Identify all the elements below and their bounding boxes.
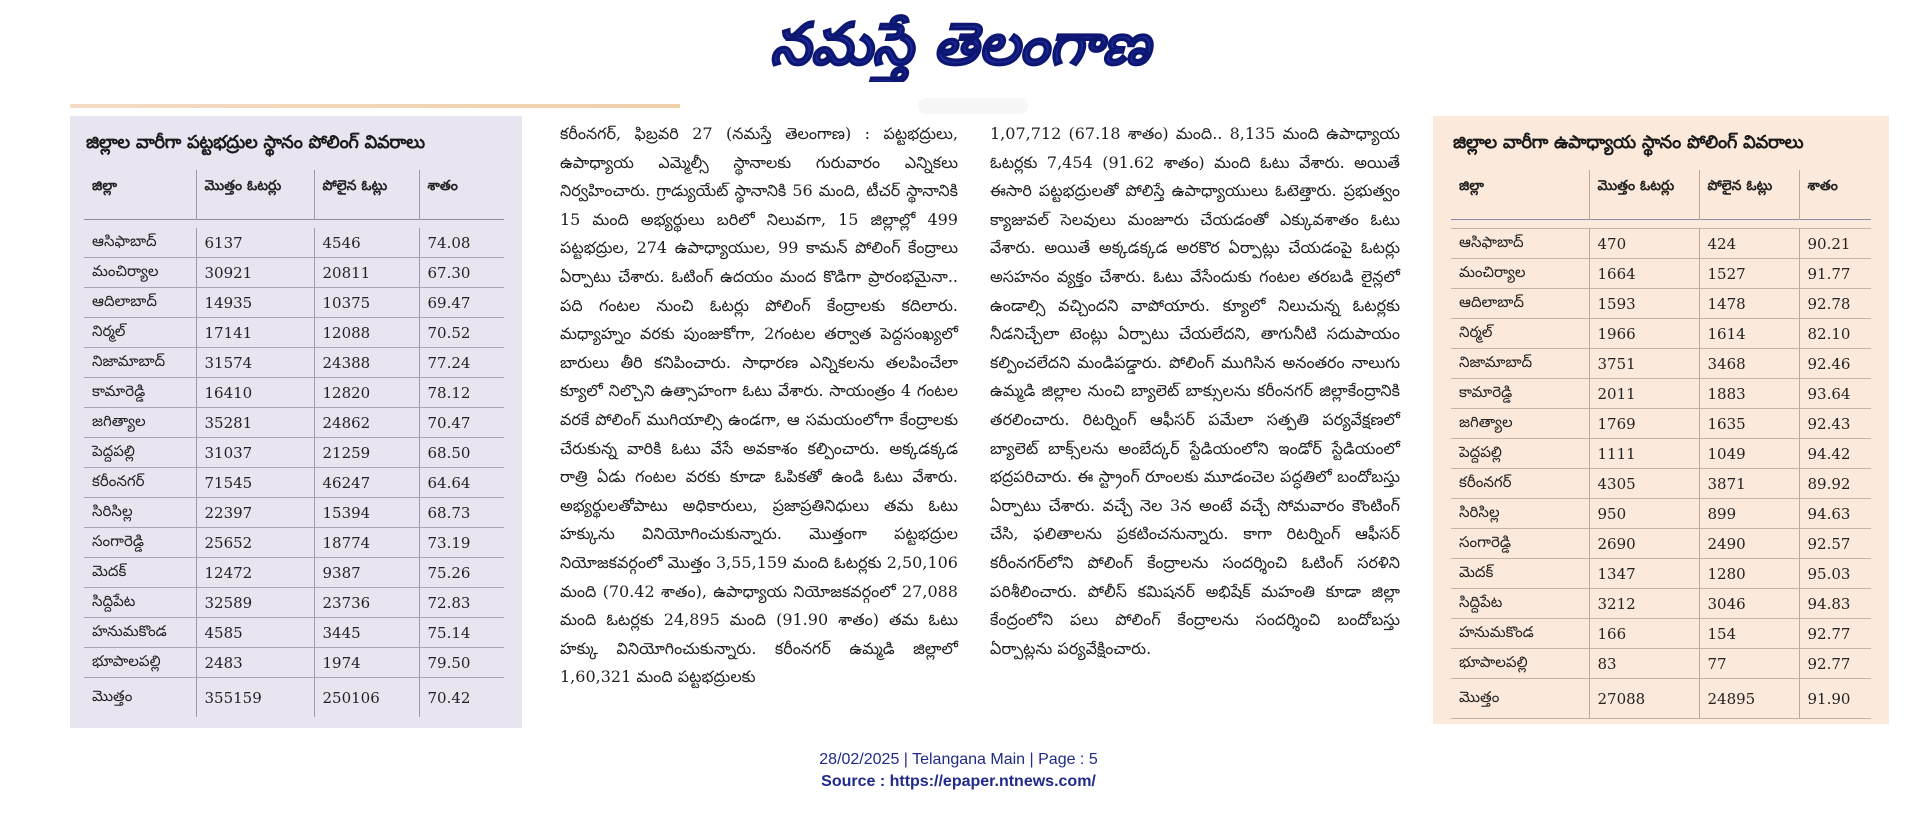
- cell-total-voters: 22397: [196, 498, 314, 528]
- cell-votes-polled: 424: [1699, 229, 1799, 259]
- teachers-polling-panel: [1433, 116, 1889, 724]
- cell-district: కరీంనగర్: [1451, 469, 1589, 499]
- cell-district: నిజామాబాద్: [1451, 349, 1589, 379]
- table-header-row: [84, 170, 504, 220]
- graduates-table-body: [84, 220, 504, 718]
- graduates-table-title: జిల్లాల వారీగా పట్టభద్రుల స్థానం పోలింగ్ వివరాలు: [86, 132, 425, 153]
- cell-votes-polled: 24388: [314, 348, 419, 378]
- col-header-percent: శాతం: [1807, 178, 1838, 194]
- col-header-percent: శాతం: [427, 178, 458, 194]
- table-row: [84, 528, 504, 558]
- cell-total-voters: 3212: [1589, 589, 1699, 619]
- cell-district: కామారెడ్డి: [1451, 379, 1589, 409]
- cell-total-voters: 1347: [1589, 559, 1699, 589]
- cell-votes-polled: 20811: [314, 258, 419, 288]
- cell-percent: 74.08: [419, 228, 504, 258]
- cell-total-voters: 35281: [196, 408, 314, 438]
- cell-total-voters: 17141: [196, 318, 314, 348]
- table-row: [1451, 319, 1871, 349]
- cell-percent: 72.83: [419, 588, 504, 618]
- cell-percent: 94.63: [1799, 499, 1871, 529]
- cell-votes-polled: 9387: [314, 558, 419, 588]
- cell-total-voters: 12472: [196, 558, 314, 588]
- table-row: [84, 288, 504, 318]
- cell-percent: 79.50: [419, 648, 504, 678]
- cell-votes-polled: 15394: [314, 498, 419, 528]
- table-row: [1451, 619, 1871, 649]
- cell-percent: 78.12: [419, 378, 504, 408]
- cell-votes-polled: 77: [1699, 649, 1799, 679]
- teachers-polling-table: [1451, 170, 1871, 719]
- table-row: [84, 258, 504, 288]
- total-cell-votes-polled: 250106: [314, 678, 419, 718]
- cell-district: పెద్దపల్లి: [84, 438, 196, 468]
- total-cell-district: మొత్తం: [1451, 679, 1589, 719]
- cell-percent: 89.92: [1799, 469, 1871, 499]
- cell-total-voters: 166: [1589, 619, 1699, 649]
- cell-percent: 67.30: [419, 258, 504, 288]
- cell-percent: 64.64: [419, 468, 504, 498]
- masthead: [0, 0, 1917, 90]
- col-header-votes-polled: పోలైన ఓట్లు: [314, 170, 419, 220]
- cell-district: జగిత్యాల: [1451, 409, 1589, 439]
- cell-total-voters: 4585: [196, 618, 314, 648]
- graduates-polling-panel: [70, 116, 522, 728]
- cell-district: ఆసిఫాబాద్: [84, 228, 196, 258]
- teachers-table-body: [1451, 220, 1871, 719]
- cell-total-voters: 3751: [1589, 349, 1699, 379]
- cell-district: కరీంనగర్: [84, 468, 196, 498]
- cell-district: మెదక్: [1451, 559, 1589, 589]
- cell-district: నిర్మల్: [1451, 319, 1589, 349]
- cell-percent: 70.52: [419, 318, 504, 348]
- cell-percent: 70.47: [419, 408, 504, 438]
- table-row: [84, 228, 504, 258]
- article-column-2: 1,07,712 (67.18 శాతం) మంది.. 8,135 మంది ఉపాధ్యాయ ఓటర్లకు 7,454 (91.62 శాతం) మంది ఓటు వేశారు. అయితే ఈసారి పట్టభద్రులతో పోలిస్తే ఉపాధ్యాయులు ఓటెత్తారు. ప్రభుత్వం క్యాజువల్ సెలవులు మంజూరు చేయడంతో ఎక్కువశాతం ఓటు వేశారు. అయితే అక్కడక్కడ అరకొర ఏర్పాట్లు చేయడంపై ఓటర్లు అసహనం వ్యక్తం చేశారు. ఓటు వేసేందుకు గంటల తరబడి లైన్లలో ఉండాల్సి వచ్చిందని వాపోయారు. క్యూలో నిలుచున్న ఓటర్లకు నీడనిచ్చేలా టెంట్లు ఏర్పాటు చేయలేదని, తాగునీటి సదుపాయం కల్పించలేదని మండిపడ్డారు. పోలింగ్ ముగిసిన అనంతరం నాలుగు ఉమ్మడి జిల్లాల నుంచి బ్యాలెట్ బాక్సులను కరీంనగర్ జిల్లాకేంద్రానికి తరలించారు. రిటర్నింగ్ ఆఫీసర్ పమేలా సత్పతి పర్యవేక్షణలో బ్యాలెట్ బాక్స్‌లను అంబేద్కర్ స్టేడియంలోని ఇండోర్ స్టేడియంలో భద్రపరిచారు. ఈ స్ట్రాంగ్ రూంలకు మూడంచెల పద్ధతిలో బందోబస్తు ఏర్పాటు చేశారు. వచ్చే నెల 3న అంటే వచ్చే సోమవారం కౌంటింగ్ చేసి, ఫలితాలను ప్రకటించనున్నారు. కాగా రిటర్నింగ్ ఆఫీసర్ కరీంనగర్‌లోని పోలింగ్ కేంద్రాలను సందర్శించి ఓటింగ్ సరళిని పరిశీలించారు. పోలీస్ కమిషనర్ అభిషేక్ మహంతి కూడా జిల్లా కేంద్రంలోని పలు పోలింగ్ కేంద్రాలను సందర్శించి బందోబస్తు ఏర్పాట్లను పర్యవేక్షించారు.: [990, 124, 1400, 658]
- table-row: [84, 348, 504, 378]
- cell-total-voters: 4305: [1589, 469, 1699, 499]
- cell-votes-polled: 4546: [314, 228, 419, 258]
- table-row: [1451, 259, 1871, 289]
- cell-votes-polled: 154: [1699, 619, 1799, 649]
- total-cell-total-voters: 355159: [196, 678, 314, 718]
- teachers-table-title: జిల్లాల వారీగా ఉపాధ్యాయ స్థానం పోలింగ్ వివరాలు: [1453, 132, 1804, 153]
- table-row: [1451, 229, 1871, 259]
- cell-district: కామారెడ్డి: [84, 378, 196, 408]
- cell-votes-polled: 1614: [1699, 319, 1799, 349]
- cell-total-voters: 1966: [1589, 319, 1699, 349]
- cell-total-voters: 1111: [1589, 439, 1699, 469]
- total-cell-percent: 91.90: [1799, 679, 1871, 719]
- article-column-1: కరీంనగర్, ఫిబ్రవరి 27 (నమస్తే తెలంగాణ) : పట్టభద్రులు, ఉపాధ్యాయ ఎమ్మెల్సీ స్థానాలకు గురువారం ఎన్నికలు నిర్వహించారు. గ్రాడ్యుయేట్ స్థానానికి 56 మంది, టీచర్ స్థానానికి 15 మంది అభ్యర్థులు బరిలో నిలువగా, 15 జిల్లాల్లో 499 పట్టభద్రుల, 274 ఉపాధ్యాయుల, 99 కామన్ పోలింగ్ కేంద్రాలు ఏర్పాటు చేశారు. ఓటింగ్ ఉదయం మంద కొడిగా ప్రారంభమైనా.. పది గంటల నుంచి ఓటర్లు పోలింగ్ కేంద్రాలకు కదిలారు. మధ్యాహ్నం వరకు పుంజుకోగా, 2గంటల తర్వాత పెద్దసంఖ్యలో బారులు తీరి కనిపించారు. సాధారణ ఎన్నికలను తలపించేలా క్యూలో నిల్చొని ఉత్సాహంగా ఓటు వేశారు. సాయంత్రం 4 గంటల వరకే పోలింగ్ ముగియాల్సి ఉండగా, ఆ సమయంలోగా కేంద్రాలకు చేరుకున్న వారికి ఓటు వేసే అవకాశం కల్పించారు. అక్కడక్కడ రాత్రి ఏడు గంటల వరకు కూడా ఓపికతో ఉండి ఓటు వేశారు. అభ్యర్థులతోపాటు అధికారులు, ప్రజాప్రతినిధులు తమ ఓటు హక్కును వినియోగించుకున్నారు. మొత్తంగా పట్టభద్రుల నియోజకవర్గంలో మొత్తం 3,55,159 మంది ఓటర్లకు 2,50,106 మంది (70.42 శాతం), ఉపాధ్యాయ నియోజకవర్గంలో 27,088 మంది ఓటర్లకు 24,895 మంది (91.90 శాతం) తమ ఓటు హక్కు వినియోగించుకున్నారు. కరీంనగర్ ఉమ్మడి జిల్లాలో 1,60,321 మంది పట్టభద్రులకు: [560, 124, 958, 687]
- cell-total-voters: 31037: [196, 438, 314, 468]
- cell-percent: 69.47: [419, 288, 504, 318]
- cell-percent: 73.19: [419, 528, 504, 558]
- cell-total-voters: 71545: [196, 468, 314, 498]
- cell-total-voters: 2690: [1589, 529, 1699, 559]
- cell-district: సంగారెడ్డి: [84, 528, 196, 558]
- cell-votes-polled: 46247: [314, 468, 419, 498]
- cell-percent: 92.46: [1799, 349, 1871, 379]
- cell-total-voters: 6137: [196, 228, 314, 258]
- table-row: [84, 408, 504, 438]
- cell-votes-polled: 2490: [1699, 529, 1799, 559]
- cell-district: జగిత్యాల: [84, 408, 196, 438]
- cell-percent: 92.77: [1799, 649, 1871, 679]
- cell-votes-polled: 23736: [314, 588, 419, 618]
- table-row: [84, 468, 504, 498]
- cell-district: సిద్దిపేట: [84, 588, 196, 618]
- cell-district: మంచిర్యాల: [84, 258, 196, 288]
- cell-percent: 91.77: [1799, 259, 1871, 289]
- table-row: [1451, 559, 1871, 589]
- cell-votes-polled: 3468: [1699, 349, 1799, 379]
- table-row: [84, 318, 504, 348]
- table-row: [1451, 469, 1871, 499]
- cell-total-voters: 25652: [196, 528, 314, 558]
- table-row: [84, 648, 504, 678]
- cell-district: మెదక్: [84, 558, 196, 588]
- table-row: [84, 438, 504, 468]
- cell-percent: 92.78: [1799, 289, 1871, 319]
- cell-votes-polled: 1635: [1699, 409, 1799, 439]
- table-row: [1451, 439, 1871, 469]
- cell-votes-polled: 1478: [1699, 289, 1799, 319]
- cell-total-voters: 16410: [196, 378, 314, 408]
- graduates-polling-table: [84, 170, 504, 717]
- cell-total-voters: 470: [1589, 229, 1699, 259]
- cell-votes-polled: 10375: [314, 288, 419, 318]
- cell-votes-polled: 3046: [1699, 589, 1799, 619]
- cell-total-voters: 2483: [196, 648, 314, 678]
- col-header-total-voters: మొత్తం ఓటర్లు: [196, 170, 314, 220]
- cell-votes-polled: 12820: [314, 378, 419, 408]
- cell-district: ఆదిలాబాద్: [84, 288, 196, 318]
- cell-votes-polled: 1974: [314, 648, 419, 678]
- total-cell-votes-polled: 24895: [1699, 679, 1799, 719]
- total-row: [1451, 679, 1871, 719]
- cell-district: నిజామాబాద్: [84, 348, 196, 378]
- cell-votes-polled: 1527: [1699, 259, 1799, 289]
- table-row: [84, 498, 504, 528]
- cell-percent: 75.26: [419, 558, 504, 588]
- cell-percent: 94.83: [1799, 589, 1871, 619]
- col-header-district: జిల్లా: [84, 170, 196, 220]
- cell-total-voters: 2011: [1589, 379, 1699, 409]
- footer-edition-info: 28/02/2025 | Telangana Main | Page : 5: [819, 751, 1098, 768]
- cell-total-voters: 30921: [196, 258, 314, 288]
- total-cell-percent: 70.42: [419, 678, 504, 718]
- cell-total-voters: 14935: [196, 288, 314, 318]
- cell-percent: 68.50: [419, 438, 504, 468]
- cell-percent: 68.73: [419, 498, 504, 528]
- cell-percent: 90.21: [1799, 229, 1871, 259]
- table-row: [84, 618, 504, 648]
- table-row: [1451, 349, 1871, 379]
- table-row: [1451, 499, 1871, 529]
- cell-total-voters: 1664: [1589, 259, 1699, 289]
- table-row: [1451, 589, 1871, 619]
- cell-percent: 92.43: [1799, 409, 1871, 439]
- spacer-row: [84, 220, 504, 229]
- cell-votes-polled: 1280: [1699, 559, 1799, 589]
- cell-votes-polled: 24862: [314, 408, 419, 438]
- cell-percent: 77.24: [419, 348, 504, 378]
- cell-percent: 93.64: [1799, 379, 1871, 409]
- cell-total-voters: 1593: [1589, 289, 1699, 319]
- masthead-title: నమస్తే తెలంగాణ: [770, 10, 1150, 78]
- cell-district: ఆదిలాబాద్: [1451, 289, 1589, 319]
- cell-district: సిరిసిల్ల: [84, 498, 196, 528]
- total-row: [84, 678, 504, 718]
- col-header-votes-polled: పోలైన ఓట్లు: [1699, 170, 1799, 220]
- cell-district: సిద్దిపేట: [1451, 589, 1589, 619]
- cell-total-voters: 31574: [196, 348, 314, 378]
- total-cell-total-voters: 27088: [1589, 679, 1699, 719]
- cell-district: హనుమకొండ: [1451, 619, 1589, 649]
- cell-percent: 94.42: [1799, 439, 1871, 469]
- table-row: [84, 588, 504, 618]
- table-row: [1451, 409, 1871, 439]
- total-cell-district: మొత్తం: [84, 678, 196, 718]
- cell-district: సిరిసిల్ల: [1451, 499, 1589, 529]
- header-rule: [70, 104, 680, 108]
- masthead-shadow: [918, 98, 1028, 114]
- table-row: [84, 378, 504, 408]
- cell-total-voters: 32589: [196, 588, 314, 618]
- cell-percent: 82.10: [1799, 319, 1871, 349]
- col-header-total-voters: మొత్తం ఓటర్లు: [1589, 170, 1699, 220]
- cell-votes-polled: 899: [1699, 499, 1799, 529]
- cell-total-voters: 950: [1589, 499, 1699, 529]
- col-header-district: జిల్లా: [1451, 170, 1589, 220]
- cell-votes-polled: 21259: [314, 438, 419, 468]
- table-row: [1451, 529, 1871, 559]
- cell-district: భూపాలపల్లి: [84, 648, 196, 678]
- cell-total-voters: 1769: [1589, 409, 1699, 439]
- newspaper-logo: [720, 4, 1200, 82]
- cell-district: హనుమకొండ: [84, 618, 196, 648]
- cell-votes-polled: 1049: [1699, 439, 1799, 469]
- footer-source-link[interactable]: Source : https://epaper.ntnews.com/: [821, 773, 1096, 790]
- table-row: [84, 558, 504, 588]
- cell-district: ఆసిఫాబాద్: [1451, 229, 1589, 259]
- cell-district: మంచిర్యాల: [1451, 259, 1589, 289]
- cell-percent: 92.77: [1799, 619, 1871, 649]
- table-row: [1451, 379, 1871, 409]
- cell-total-voters: 83: [1589, 649, 1699, 679]
- table-row: [1451, 289, 1871, 319]
- table-row: [1451, 649, 1871, 679]
- cell-percent: 75.14: [419, 618, 504, 648]
- cell-votes-polled: 1883: [1699, 379, 1799, 409]
- cell-percent: 92.57: [1799, 529, 1871, 559]
- cell-percent: 95.03: [1799, 559, 1871, 589]
- cell-votes-polled: 18774: [314, 528, 419, 558]
- cell-district: పెద్దపల్లి: [1451, 439, 1589, 469]
- table-header-row: [1451, 170, 1871, 220]
- cell-votes-polled: 12088: [314, 318, 419, 348]
- cell-district: నిర్మల్: [84, 318, 196, 348]
- cell-district: భూపాలపల్లి: [1451, 649, 1589, 679]
- cell-votes-polled: 3871: [1699, 469, 1799, 499]
- spacer-row: [1451, 220, 1871, 229]
- cell-votes-polled: 3445: [314, 618, 419, 648]
- cell-district: సంగారెడ్డి: [1451, 529, 1589, 559]
